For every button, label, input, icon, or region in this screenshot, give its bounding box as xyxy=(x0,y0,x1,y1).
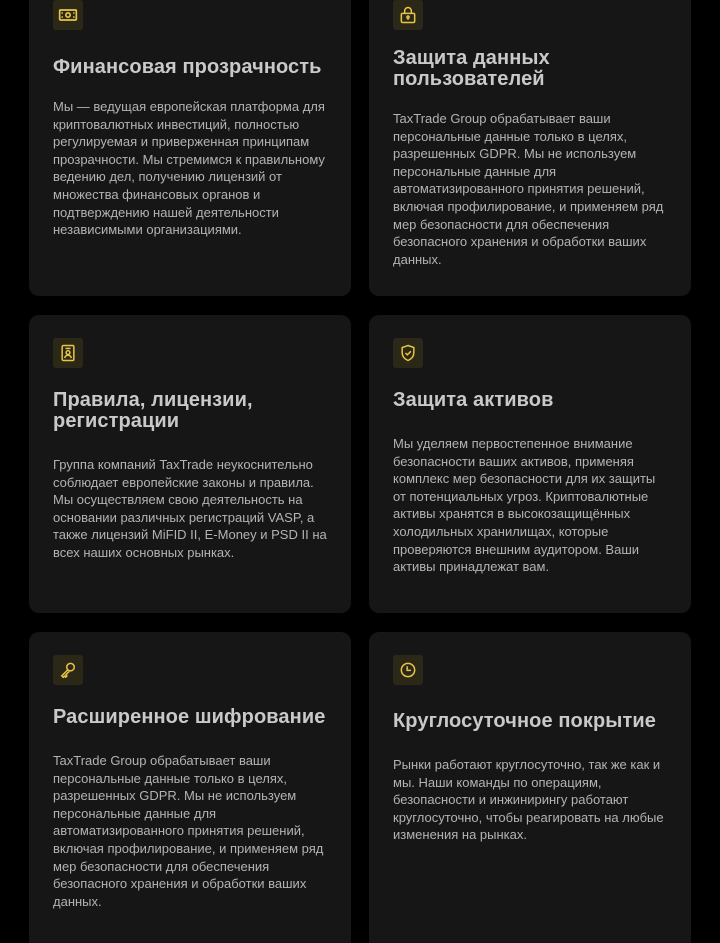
feature-card-advanced-encryption xyxy=(29,632,351,943)
icon-tile xyxy=(53,655,83,685)
card-text: TaxTrade Group обрабатывает ваши персональные данные только в целях, разрешенных GDPR. Мы не используем персональные данные для автоматизированного принятия решений, включая профилирование, и применяем ряд мер безопасности для обеспечения безопасного хранения и обработки ваших данных. xyxy=(53,753,324,909)
feature-card-asset-protection xyxy=(369,315,691,613)
card-text: TaxTrade Group обрабатывает ваши персональные данные только в целях, разрешенных GDPR. Мы не используем персональные данные для автоматизированного принятия решений, включая профилирование, и применяем ряд мер безопасности для обеспечения безопасного хранения и обработки ваших данных. xyxy=(393,111,664,267)
banknote-icon xyxy=(58,5,78,25)
icon-tile xyxy=(393,338,423,368)
card-title: Правила, лицензии, регистрации xyxy=(53,389,253,432)
id-badge-icon xyxy=(58,343,78,363)
card-title: Защита активов xyxy=(393,389,554,411)
clock-icon xyxy=(398,660,418,680)
card-title: Защита данных пользователей xyxy=(393,47,550,90)
card-text: Рынки работают круглосуточно, так же как и мы. Наши команды по операциям, безопасности и инжинирингу работают круглосуточно, чтобы реагировать на любые изменения на рынках. xyxy=(393,757,664,843)
icon-tile xyxy=(393,655,423,685)
card-text: Мы уделяем первостепенное внимание безопасности ваших активов, применяя комплекс мер безопасности для их защиты от потенциальных угроз. Криптовалютные активы хранятся в высокозащищённых холодильных хранилищах, которые проверяются внешним аудитором. Ваши активы принадлежат вам. xyxy=(393,436,656,575)
card-title: Круглосуточное покрытие xyxy=(393,710,656,732)
feature-card-user-data-protection xyxy=(369,0,691,296)
feature-card-rules-licenses xyxy=(29,315,351,613)
card-text: Мы — ведущая европейская платформа для криптовалютных инвестиций, полностью регулируемая и приверженная принципам прозрачности. Мы стремимся к правильному ведению дел, получению лицензий от множества финансовых органов и подтверждению нашей деятельности независимыми организациями. xyxy=(53,99,325,238)
icon-tile xyxy=(53,0,83,30)
lock-icon xyxy=(398,5,418,25)
feature-card-24-7-coverage xyxy=(369,632,691,943)
icon-tile xyxy=(53,338,83,368)
shield-check-icon xyxy=(398,343,418,363)
card-text: Группа компаний TaxTrade неукоснительно соблюдает европейские законы и правила. Мы осуществляем свою деятельность на основании различных регистраций VASP, а также лицензий MiFID II, E-Money и PSD II на всех наших основных рынках. xyxy=(53,457,327,560)
card-title: Расширенное шифрование xyxy=(53,706,326,728)
icon-tile xyxy=(393,0,423,30)
key-icon xyxy=(58,660,78,680)
feature-card-financial-transparency xyxy=(29,0,351,296)
card-title: Финансовая прозрачность xyxy=(53,56,322,78)
